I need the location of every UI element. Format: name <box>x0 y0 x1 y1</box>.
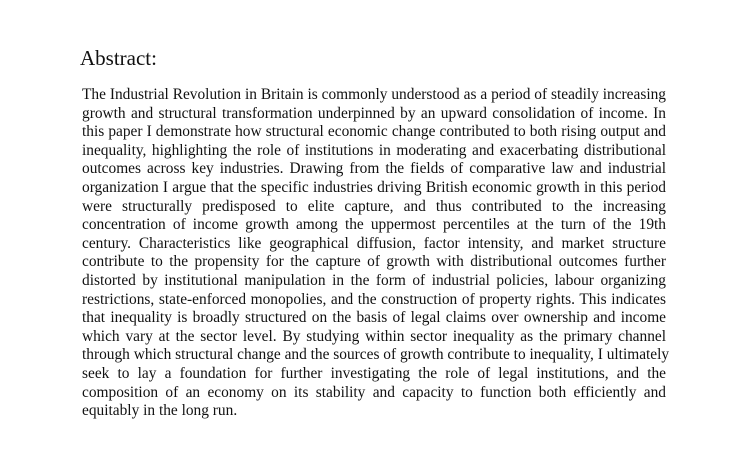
abstract-line: distorted by institutional manipulation in the form of industrial policies, labour organizing <box>82 271 666 289</box>
abstract-line: which vary at the sector level. By studying within sector inequality as the primary channel <box>82 327 666 345</box>
abstract-line: contribute to the propensity for the capture of growth with distributional outcomes further <box>82 253 666 271</box>
abstract-line: The Industrial Revolution in Britain is commonly understood as a period of steadily increasing <box>82 86 666 103</box>
abstract-line: restrictions, state-enforced monopolies, and the construction of property rights. This indicates <box>82 290 666 308</box>
abstract-line: this paper I demonstrate how structural economic change contributed to both rising output and <box>82 123 666 141</box>
abstract-line: that inequality is broadly structured on the basis of legal claims over ownership and income <box>82 309 666 327</box>
abstract-line: organization I argue that the specific industries driving British economic growth in this period <box>82 178 666 196</box>
abstract-heading: Abstract: <box>80 46 157 70</box>
abstract-line: through which structural change and the sources of growth contribute to inequality, I ultimately <box>82 346 670 364</box>
abstract-line: were structurally predisposed to elite capture, and thus contributed to the increasing <box>82 197 666 215</box>
abstract-line: seek to lay a foundation for further investigating the role of legal institutions, and the <box>82 364 666 382</box>
abstract-line: concentration of income growth among the uppermost percentiles at the turn of the 19th <box>82 216 666 234</box>
abstract-line: composition of an economy on its stability and capacity to function both efficiently and <box>82 383 666 401</box>
abstract-line: inequality, highlighting the role of institutions in moderating and exacerbating distributional <box>82 141 666 159</box>
abstract-line: outcomes across key industries. Drawing from the fields of comparative law and industrial <box>82 160 666 178</box>
abstract-line: century. Characteristics like geographical diffusion, factor intensity, and market structure <box>82 234 666 252</box>
abstract-line: growth and structural transformation underpinned by an upward consolidation of income. In <box>82 104 666 122</box>
abstract-body <box>82 86 670 421</box>
abstract-line: equitably in the long run. <box>82 402 238 420</box>
